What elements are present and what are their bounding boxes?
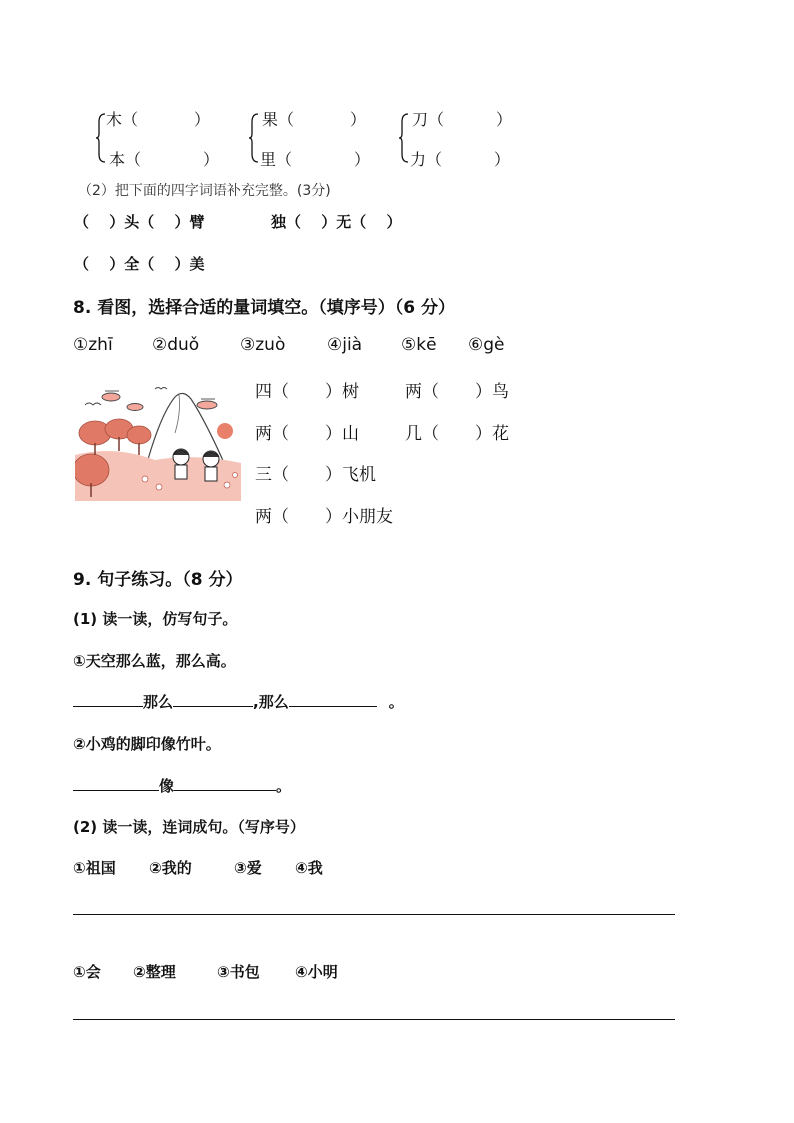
children-landscape-illustration [75, 375, 241, 501]
q9-example2: ②小鸡的脚印像竹叶。 [73, 735, 221, 753]
word-zhengli: ②整理 [133, 963, 176, 981]
q8-option-2: ②duǒ [152, 335, 200, 355]
word-xiaoming: ④小明 [295, 963, 338, 981]
q8-option-4: ④jià [327, 335, 363, 355]
answer-line-2[interactable] [73, 1019, 675, 1020]
q9-fill1: 那么 ,那么 。 [73, 690, 404, 712]
q9-title: 9. 句子练习。（8 分） [73, 570, 243, 590]
word-zuguo: ①祖国 [73, 859, 116, 877]
word-ai: ③爱 [234, 859, 262, 877]
fill-blank[interactable] [174, 774, 276, 791]
fill-blank[interactable] [289, 690, 377, 707]
fill-blank[interactable] [73, 774, 159, 791]
word-shubao: ③书包 [217, 963, 260, 981]
char-dao: 刀（ ） [412, 110, 513, 129]
idiom-2: 独（ ）无（ ） [271, 213, 402, 231]
blank-birds: 两（ ）鸟 [405, 382, 509, 402]
fill-blank[interactable] [173, 690, 253, 707]
char-guo: 果（ ） [262, 110, 367, 129]
q7-part2-title: （2）把下面的四字词语补充完整。(3分) [78, 183, 331, 199]
char-ben: 本（ ） [109, 150, 220, 169]
q8-option-1: ①zhī [73, 335, 113, 355]
char-li: 里（ ） [260, 150, 371, 169]
blank-planes: 三（ ）飞机 [255, 465, 376, 485]
blank-flowers: 几（ ）花 [405, 424, 509, 444]
blank-mountains: 两（ ）山 [255, 424, 359, 444]
answer-line-1[interactable] [73, 914, 675, 915]
q8-option-6: ⑥gè [468, 335, 505, 355]
q8-title: 8. 看图，选择合适的量词填空。（填序号）（6 分） [73, 298, 455, 318]
q9-fill2: 像 。 [73, 774, 291, 796]
brace-group-3 [398, 112, 410, 164]
q8-option-3: ③zuò [240, 335, 286, 355]
idiom-3: （ ）全（ ）美 [74, 255, 205, 273]
idiom-1: （ ）头（ ）臂 [74, 213, 205, 231]
q8-option-5: ⑤kē [401, 335, 437, 355]
word-wode: ②我的 [149, 859, 192, 877]
q9-part1-title: (1) 读一读，仿写句子。 [73, 610, 238, 628]
blank-children: 两（ ）小朋友 [255, 507, 393, 527]
q9-part2-title: (2) 读一读，连词成句。（写序号） [73, 818, 305, 836]
word-hui: ①会 [73, 963, 101, 981]
blank-trees: 四（ ）树 [255, 382, 359, 402]
brace-group-2 [248, 112, 260, 164]
char-li2: 力（ ） [410, 150, 511, 169]
word-wo: ④我 [295, 859, 323, 877]
fill-blank[interactable] [73, 690, 143, 707]
char-mu: 木（ ） [106, 110, 211, 129]
q9-example1: ①天空那么蓝，那么高。 [73, 652, 236, 670]
